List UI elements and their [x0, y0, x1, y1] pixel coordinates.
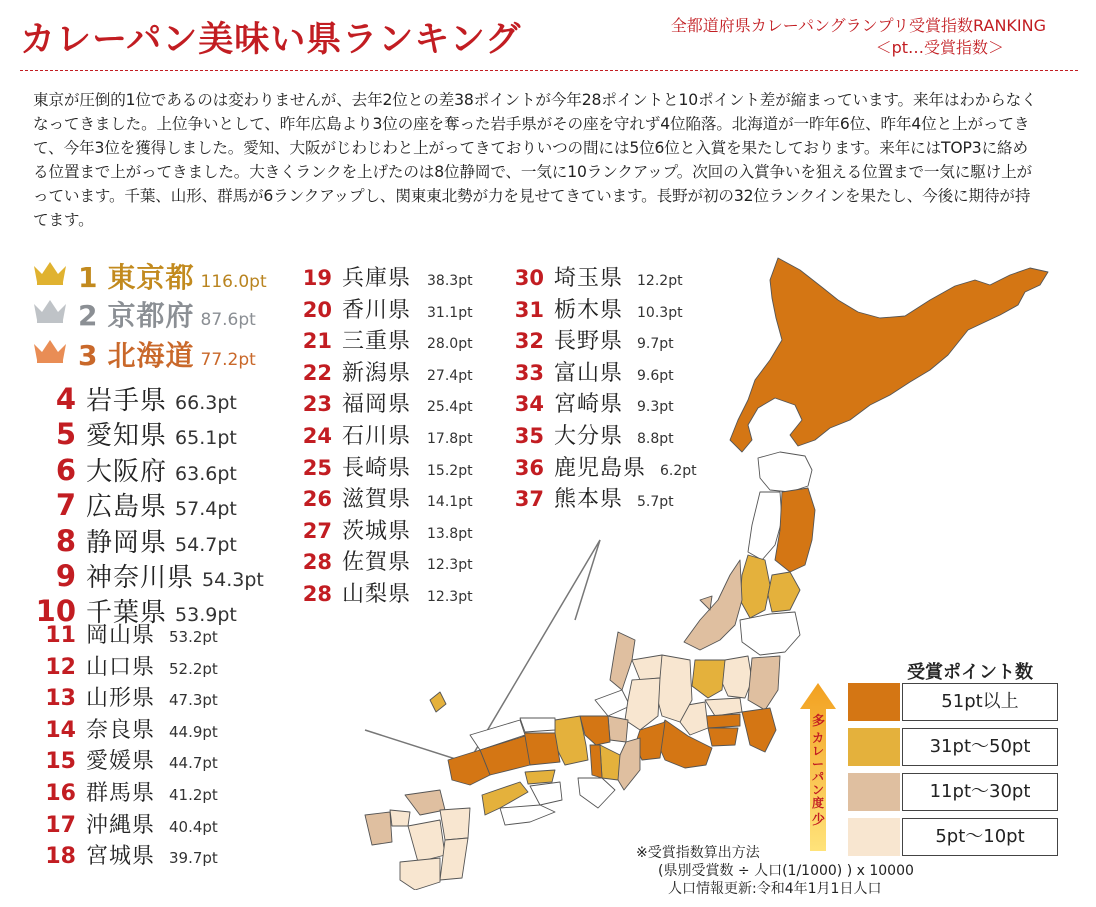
prefecture-name: 大阪府 [86, 456, 168, 487]
prefecture-name: 北海道 [107, 339, 195, 372]
rank-number: 5 [55, 417, 76, 452]
rank-number: 17 [45, 812, 76, 838]
rank-number: 6 [55, 452, 76, 487]
silver-crown-icon [32, 298, 68, 324]
ranking-row [78, 334, 256, 374]
rank-number: 12 [45, 654, 76, 680]
points-value: 47.3pt [169, 691, 218, 710]
points-value: 52.2pt [169, 659, 218, 678]
points-value: 39.7pt [169, 849, 218, 868]
rank-number: 35 [514, 424, 544, 448]
rank-number: 3 [78, 339, 98, 372]
legend-scale-label [812, 715, 824, 827]
rank-number: 32 [514, 329, 544, 354]
prefecture-name: 愛媛県 [86, 749, 156, 775]
prefecture-name: 長崎県 [342, 455, 412, 481]
points-value: 6.2pt [660, 462, 697, 479]
map-shiga [608, 716, 628, 742]
rank-number: 14 [45, 717, 76, 743]
rank-number: 1 [78, 261, 98, 294]
calculation-note [636, 844, 914, 898]
legend-label: 51pt以上 [902, 683, 1058, 721]
map-ishikawa [610, 632, 635, 690]
prefecture-name: 宮崎県 [554, 392, 624, 418]
subtitle-line-1: 全都道府県カレーパングランプリ受賞指数RANKING [670, 16, 1046, 35]
legend-swatch [848, 773, 900, 811]
ranking-row [78, 294, 256, 334]
map-okinawa [430, 692, 446, 712]
map-hokkaido [730, 258, 1048, 452]
map-kagoshima [400, 858, 440, 890]
prefecture-name: 京都府 [107, 299, 195, 332]
ranking-row [24, 522, 237, 559]
rank-number: 19 [302, 266, 332, 290]
map-sado-island [700, 596, 712, 610]
legend-scale-top: 多 [812, 714, 826, 729]
map-miyazaki [440, 838, 468, 880]
prefecture-name: 茨城県 [342, 518, 412, 544]
prefecture-name: 広島県 [86, 492, 168, 523]
prefecture-name: 富山県 [554, 360, 624, 386]
ranking-row [24, 713, 218, 744]
points-value: 65.1pt [175, 427, 237, 450]
prefecture-name: 奈良県 [86, 717, 156, 743]
prefecture-name: 新潟県 [342, 360, 412, 386]
points-value: 66.3pt [175, 392, 237, 414]
map-yamagata [740, 555, 770, 618]
rank-number: 34 [514, 392, 544, 417]
gold-crown-icon [32, 260, 68, 286]
prefecture-name: 滋賀県 [342, 487, 412, 513]
rank-number: 21 [302, 329, 332, 354]
rank-number: 26 [302, 487, 332, 512]
legend-label: 5pt〜10pt [902, 818, 1058, 856]
rank-number: 13 [45, 686, 76, 712]
points-value: 54.7pt [175, 533, 237, 556]
rank-number: 9 [55, 559, 76, 593]
rank-number: 28 [302, 550, 332, 575]
prefecture-name: 埼玉県 [554, 266, 624, 291]
points-value: 12.2pt [637, 273, 683, 289]
rank-number: 25 [302, 455, 332, 480]
legend-scale-bottom: 少 [812, 813, 826, 828]
points-value: 5.7pt [637, 494, 674, 511]
prefecture-name: 千葉県 [86, 598, 168, 629]
points-value: 12.3pt [427, 557, 473, 574]
map-aomori [758, 452, 812, 492]
rank-number: 27 [302, 518, 332, 543]
points-value: 15.2pt [427, 462, 473, 479]
prefecture-name: 石川県 [342, 424, 412, 449]
points-value: 44.7pt [169, 754, 218, 773]
prefecture-name: 香川県 [342, 297, 412, 323]
ranking-row [24, 681, 218, 712]
prefecture-name: 東京都 [107, 261, 195, 294]
points-value: 17.8pt [427, 431, 473, 447]
map-miyagi [768, 572, 800, 612]
prefecture-name: 岩手県 [86, 386, 168, 416]
prefecture-name: 山口県 [86, 654, 156, 680]
ranking-row [24, 557, 264, 594]
map-wakayama [578, 778, 615, 808]
points-value: 8.8pt [637, 431, 674, 447]
rank-number: 7 [55, 488, 76, 523]
prefecture-name: 栃木県 [554, 297, 624, 323]
map-toyama [632, 655, 662, 680]
rank-number: 28 [302, 582, 332, 606]
bronze-crown-icon [32, 338, 68, 364]
prefecture-name: 鹿児島県 [554, 455, 647, 481]
page-subtitle [671, 15, 1046, 59]
map-kanagawa [708, 728, 738, 746]
ranking-row [24, 744, 218, 775]
points-value: 53.9pt [175, 604, 237, 627]
ranking-row [24, 776, 218, 807]
points-value: 31.1pt [427, 304, 473, 321]
title-divider [20, 70, 1078, 71]
points-value: 27.4pt [427, 367, 473, 384]
legend-scale-text: カレーパン度 [812, 731, 825, 810]
map-osaka [590, 745, 602, 778]
prefecture-name: 福岡県 [342, 392, 412, 418]
map-fukushima [740, 612, 800, 655]
rank-number: 16 [45, 781, 76, 806]
rank-number: 33 [514, 360, 544, 385]
map-kagawa [525, 770, 555, 784]
rank-number: 22 [302, 360, 332, 385]
ranking-row [24, 486, 237, 523]
points-value: 44.9pt [169, 722, 218, 741]
points-value: 57.4pt [175, 498, 237, 521]
map-tottori [520, 718, 555, 732]
points-value: 63.6pt [175, 462, 237, 485]
points-value: 10.3pt [637, 304, 683, 321]
rank-number: 23 [302, 392, 332, 417]
map-niigata [684, 560, 742, 650]
points-value: 13.8pt [427, 525, 473, 542]
map-saga [390, 810, 410, 826]
subtitle-line-2: ＜pt…受賞指数＞ [875, 38, 1004, 57]
map-tokushima [530, 782, 562, 805]
points-value: 28.0pt [427, 336, 473, 353]
legend-label: 11pt〜30pt [902, 773, 1058, 811]
note-line-3: 人口情報更新:令和4年1月1日人口 [668, 881, 882, 897]
points-value: 14.1pt [427, 494, 473, 511]
points-value: 87.6pt [200, 310, 256, 330]
map-gunma [692, 660, 725, 698]
prefecture-name: 山形県 [86, 686, 156, 712]
points-value: 9.7pt [637, 336, 674, 353]
rank-number: 4 [55, 382, 76, 416]
legend-swatch [848, 728, 900, 766]
ranking-row [24, 415, 237, 452]
points-value: 53.2pt [169, 628, 218, 646]
map-nara [600, 745, 620, 780]
ranking-row [24, 618, 218, 649]
points-value: 12.3pt [427, 589, 473, 605]
points-value: 41.2pt [169, 786, 218, 804]
page-title: カレーパン美味い県ランキング [20, 20, 522, 60]
points-value: 54.3pt [202, 569, 264, 591]
ranking-row [24, 650, 218, 681]
prefecture-name: 岡山県 [86, 623, 156, 648]
map-kochi [500, 805, 555, 825]
points-value: 77.2pt [200, 350, 256, 370]
map-kumamoto [408, 820, 445, 862]
ranking-row [24, 451, 237, 488]
points-value: 9.3pt [637, 399, 674, 416]
rank-number: 24 [302, 424, 332, 448]
points-value: 116.0pt [200, 272, 267, 292]
prefecture-name: 宮城県 [86, 844, 156, 870]
description-text: 東京が圧倒的1位であるのは変わりませんが、去年2位との差38ポイントが今年28ポイントと10ポイント差が縮まっています。来年はわからなくなってきました。上位争いとして、昨年広島より3位の座を奪った岩手県がその座を守れず4位陥落。北海道が一昨年6位、昨年4位と上がってきて、今年3位を獲得しました。愛知、大阪がじわじわと上がってきておりいつの間には5位6位と入賞を果たしております。来年にはTOP3に絡める位置まで上がってきました。大きくランクを上げたのは8位静岡で、一気に10ランクアップ。次回の入賞争いを狙える位置まで一気に駆け上がっています。千葉、山形、群馬が6ランクアップし、関東東北勢が力を見せてきています。長野が初の32位ランクインを果たし、今後に期待が持てます。 [33, 91, 1037, 229]
note-line-2: (県別受賞数 ÷ 人口(1/1000) ) x 10000 [658, 863, 914, 879]
rank-number: 36 [514, 455, 544, 480]
points-value: 38.3pt [427, 273, 473, 289]
map-ibaraki [748, 656, 780, 710]
points-value: 9.6pt [637, 367, 674, 384]
rank-number: 2 [78, 299, 98, 332]
prefecture-name: 愛知県 [86, 421, 168, 452]
map-chiba [742, 708, 776, 752]
ranking-row [78, 256, 267, 296]
prefecture-name: 大分県 [554, 424, 624, 449]
prefecture-name: 熊本県 [554, 487, 624, 513]
map-nagasaki [365, 812, 392, 845]
map-fukui [595, 690, 630, 716]
prefecture-name: 兵庫県 [342, 266, 412, 291]
rank-number: 15 [45, 749, 76, 775]
prefecture-name: 長野県 [554, 329, 624, 355]
legend-swatch [848, 683, 900, 721]
ranking-row [24, 808, 218, 839]
map-gifu [625, 678, 660, 730]
rank-number: 8 [55, 523, 76, 558]
map-oita [440, 808, 470, 840]
prefecture-name: 三重県 [342, 329, 412, 355]
rank-number: 18 [45, 844, 76, 870]
prefecture-name: 佐賀県 [342, 550, 412, 576]
prefecture-name: 沖縄県 [86, 812, 156, 838]
legend-label: 31pt〜50pt [902, 728, 1058, 766]
ranking-row [24, 380, 237, 417]
rank-number: 37 [514, 487, 544, 512]
rank-number: 20 [302, 297, 332, 322]
prefecture-name: 山梨県 [342, 582, 412, 607]
rank-number: 30 [514, 266, 544, 290]
note-line-1: ※受賞指数算出方法 [636, 845, 760, 861]
prefecture-name: 静岡県 [86, 527, 168, 558]
rank-number: 10 [35, 594, 76, 629]
legend-title: 受賞ポイント数 [907, 662, 1033, 683]
map-saitama [705, 698, 742, 716]
ranking-row [24, 839, 218, 870]
map-fukuoka [405, 790, 445, 815]
prefecture-name: 神奈川県 [86, 563, 195, 593]
rank-number: 31 [514, 297, 544, 322]
prefecture-name: 群馬県 [86, 781, 156, 806]
map-tokyo [705, 714, 740, 728]
points-value: 25.4pt [427, 399, 473, 416]
rank-number: 11 [45, 623, 76, 648]
points-value: 40.4pt [169, 817, 218, 836]
